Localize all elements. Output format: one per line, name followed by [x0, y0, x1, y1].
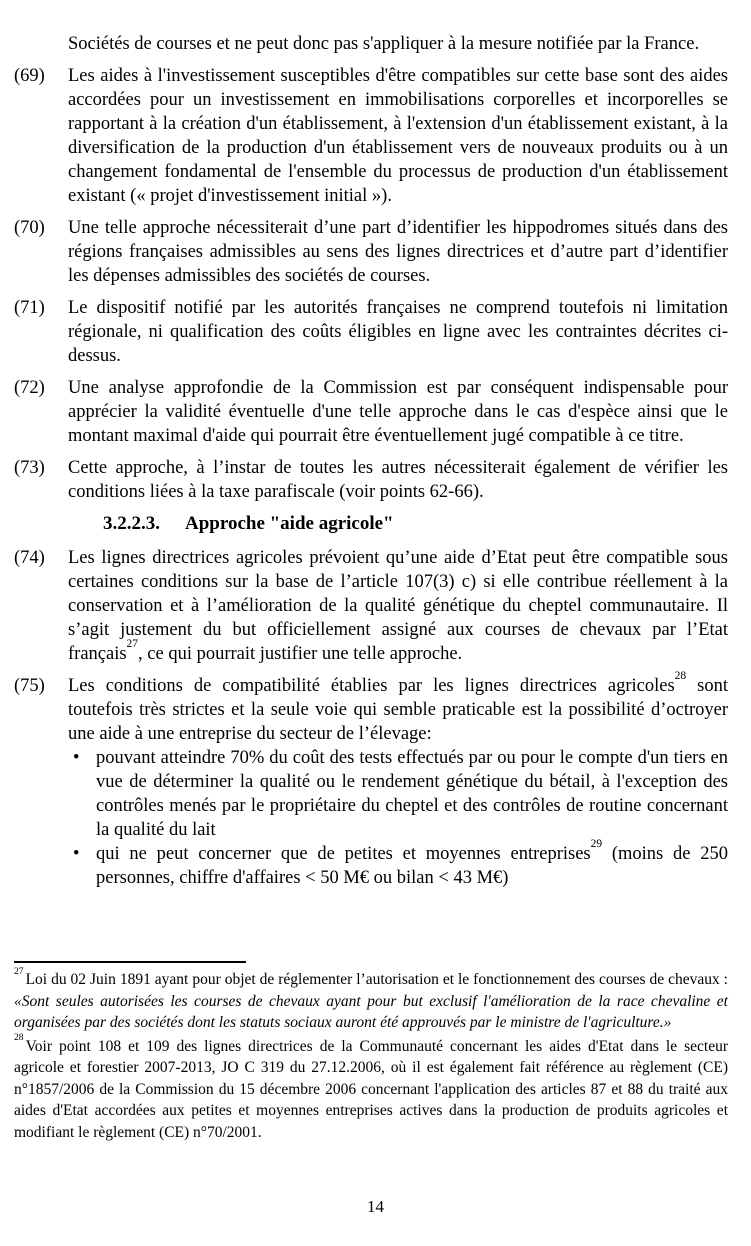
numbered-paragraph-70 — [14, 216, 728, 288]
numbered-paragraph-69 — [14, 64, 728, 208]
paragraph-text: Cette approche, à l’instar de toutes les autres nécessiterait également de vérifier les conditions liées à la taxe parafiscale (voir points 62-66). — [68, 458, 728, 502]
paragraph-text-segment: , ce qui pourrait justifier une telle approche. — [138, 644, 463, 664]
footnote-quote: «Sont seules autorisées les courses de chevaux ayant pour but exclusif l'amélioration de la race chevaline et organisées par des sociétés dont les statuts sociaux auront été approuvés par le ministre de l'agriculture.» — [14, 992, 728, 1031]
paragraph-text — [68, 669, 728, 890]
bullet-text-segment: (moins de 250 personnes, chiffre d'affaires < 50 M€ ou bilan < 43 M€) — [96, 844, 728, 888]
paragraph-text: Une analyse approfondie de la Commission est par conséquent indispensable pour apprécier la validité éventuelle d'une telle approche dans le cas d'espèce ainsi que le montant maximal d'aide qui pourrait être éventuellement jugé compatible à ce titre. — [68, 378, 728, 446]
footnotes-section — [14, 961, 728, 1145]
paragraph-number: (71) — [14, 298, 45, 318]
paragraph-number: (69) — [14, 66, 45, 86]
paragraph-number: (75) — [14, 676, 45, 696]
section-heading — [103, 512, 728, 536]
paragraph-number: (72) — [14, 378, 45, 398]
section-title: Approche "aide agricole" — [185, 513, 394, 534]
paragraph-lead — [68, 669, 728, 744]
footnote-ref-29: 29 — [590, 837, 603, 850]
footnote-number: 27 — [14, 965, 24, 977]
paragraph-text-segment: Les conditions de compatibilité établies par les lignes directrices agricoles — [68, 676, 675, 696]
paragraph-text: Une telle approche nécessiterait d’une part d’identifier les hippodromes situés dans des régions françaises admissibles au sens des lignes directrices et d’autre part d’identifier les dépenses admissibles des sociétés de courses. — [68, 218, 728, 286]
footnote-28 — [14, 1032, 728, 1144]
footnote-text: Voir point 108 et 109 des lignes directrices de la Communauté concernant les aides d'Etat dans le secteur agricole et forestier 2007-2013, JO C 319 du 27.12.2006, où il est également fait référence au règlement (CE) n°1857/2006 de la Commission du 15 décembre 2006 concernant l'application des articles 87 et 88 du traité aux aides d'Etat accordées aux petites et moyennes entreprises actives dans la production de produits agricoles et modifiant le règlement (CE) n°70/2001. — [14, 1037, 728, 1141]
paragraph-text-segment: Les lignes directrices agricoles prévoient qu’une aide d’Etat peut être compatible sous certaines conditions sur la base de l’article 107(3) c) si elle contribue réellement à la conservation et à l’amélioration de la qualité génétique du cheptel communautaire. Il s’agit justement du but officiellement assigné aux courses de chevaux par l’Etat français — [68, 548, 728, 664]
paragraph-number: (74) — [14, 548, 45, 568]
bullet-text — [96, 837, 728, 890]
bullet-icon: • — [73, 748, 80, 768]
footnote-27 — [14, 965, 728, 1034]
bullet-item — [68, 837, 728, 890]
paragraph-text: Le dispositif notifié par les autorités françaises ne comprend toutefois ni limitation régionale, ni qualification des coûts éligibles en ligne avec les contraintes décrites ci-dessus. — [68, 298, 728, 366]
bullet-text-segment: qui ne peut concerner que de petites et moyennes entreprises — [96, 844, 591, 864]
footnote-number: 28 — [14, 1032, 24, 1044]
bullet-text: pouvant atteindre 70% du coût des tests effectués par ou pour le compte d'un tiers en vue de déterminer la qualité ou le rendement génétique du bétail, à l'exception des contrôles menés par le propriétaire du cheptel et des contrôles de routine concernant la qualité du lait — [96, 748, 728, 840]
numbered-paragraph-72 — [14, 376, 728, 448]
bullet-list — [68, 746, 728, 890]
continuation-paragraph: Sociétés de courses et ne peut donc pas s'appliquer à la mesure notifiée par la France. — [68, 34, 700, 54]
footnote-separator — [14, 961, 246, 963]
paragraph-text-segment: sont toutefois très strictes et la seule voie qui semble praticable est la possibilité d’octroyer une aide à une entreprise du secteur de l’élevage: — [68, 676, 728, 744]
page-number: 14 — [367, 1197, 384, 1216]
footnote-text: Loi du 02 Juin 1891 ayant pour objet de réglementer l’autorisation et le fonctionnement des courses de chevaux : — [25, 971, 728, 988]
paragraph-text — [68, 546, 728, 666]
numbered-paragraph-71 — [14, 296, 728, 368]
paragraph-text: Les aides à l'investissement susceptibles d'être compatibles sur cette base sont des aides accordées pour un investissement en immobilisations corporelles et incorporelles se rapportant à la création d'un établissement, à l'extension d'un établissement existant, à la diversification de la production d'un établissement vers de nouveaux produits ou à un changement fondamental de l'ensemble du processus de production d'un établissement existant (« projet d'investissement initial »). — [68, 66, 728, 206]
numbered-paragraph-75 — [14, 669, 728, 890]
bullet-item — [68, 746, 728, 842]
section-number: 3.2.2.3. — [103, 513, 160, 534]
paragraph-number: (73) — [14, 458, 45, 478]
bullet-icon: • — [73, 844, 80, 864]
footnote-ref-27: 27 — [126, 637, 139, 650]
footnote-ref-28: 28 — [674, 669, 687, 682]
document-body — [14, 32, 728, 898]
paragraph-number: (70) — [14, 218, 45, 238]
numbered-paragraph-73 — [14, 456, 728, 504]
numbered-paragraph-74 — [14, 546, 728, 666]
